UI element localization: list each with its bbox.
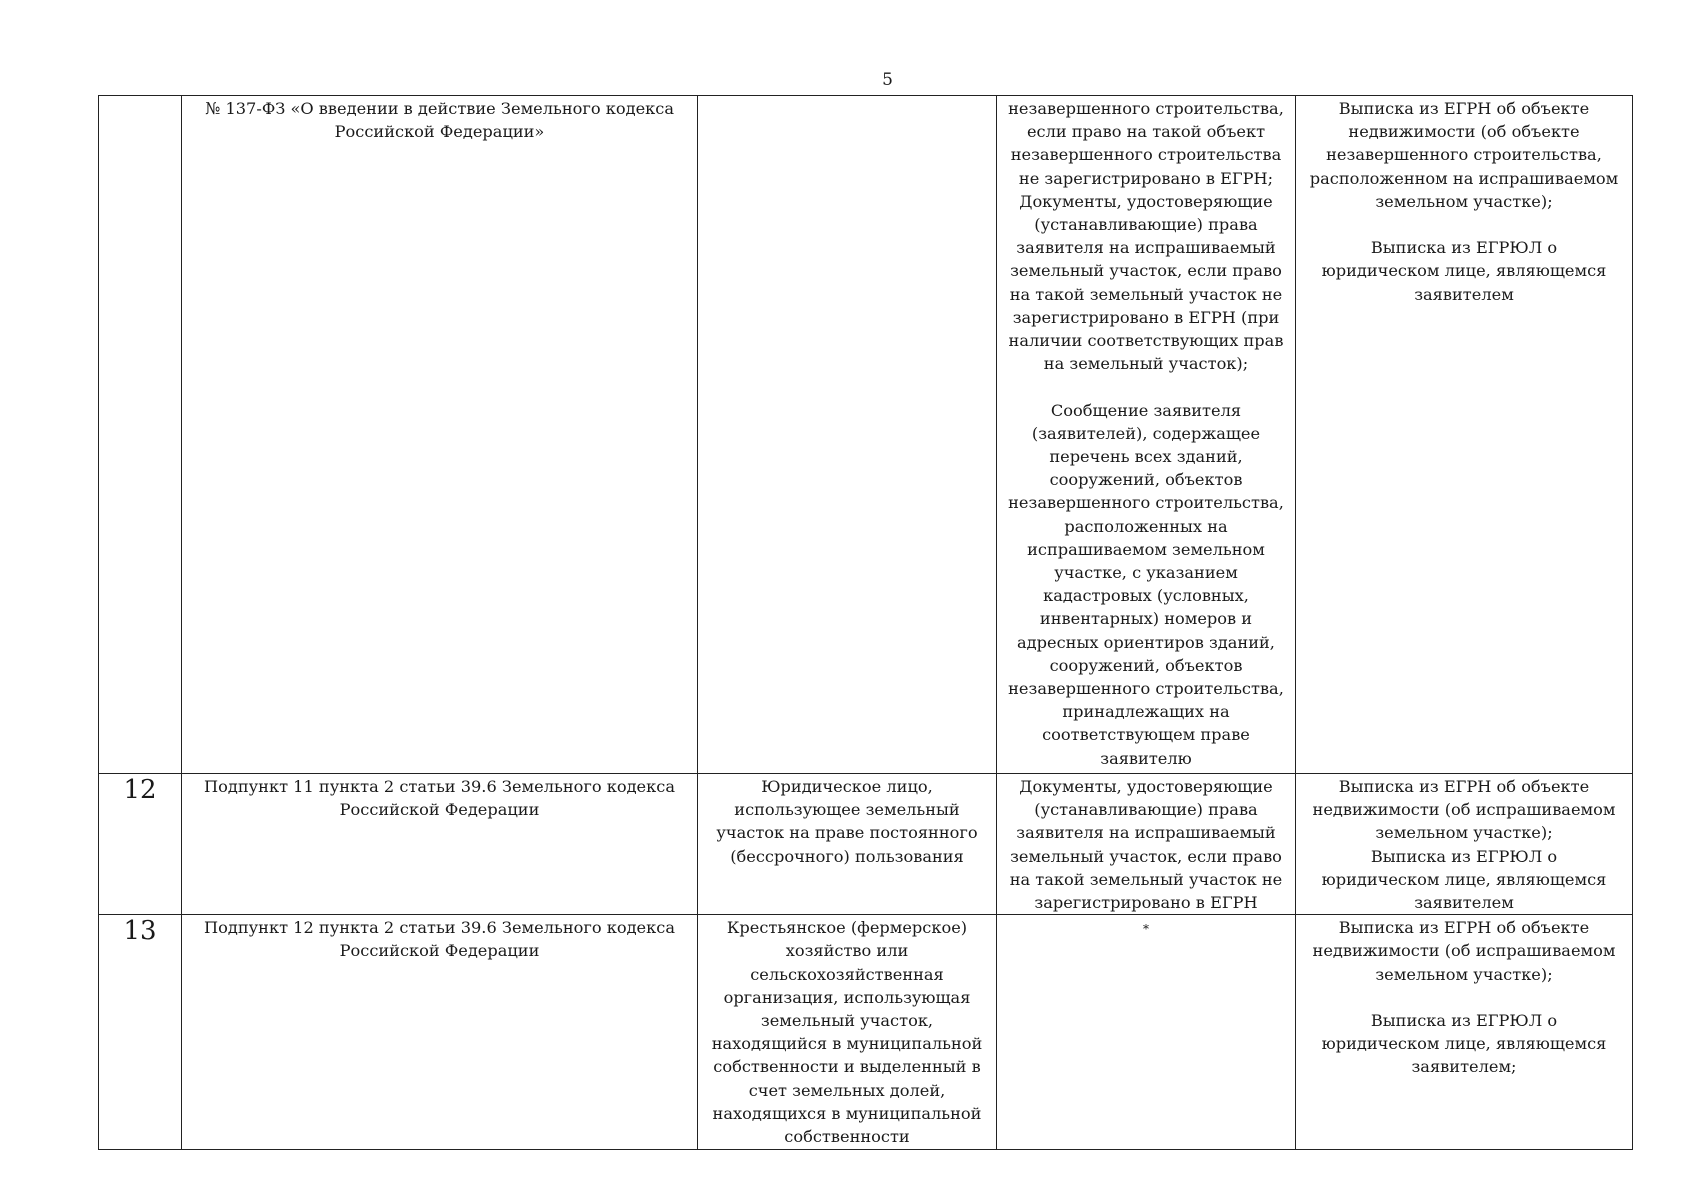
legal-basis-cell: Подпункт 11 пункта 2 статьи 39.6 Земельного кодекса Российской Федерации bbox=[182, 774, 698, 915]
page-number: 5 bbox=[882, 70, 893, 90]
interagency-documents-cell: Выписка из ЕГРН об объекте недвижимости (об объекте незавершенного строительства, расположенном на испрашиваемом земельном участке); Выписка из ЕГРЮЛ о юридическом лице, являющемся заявителем bbox=[1296, 96, 1633, 774]
interagency-documents-cell: Выписка из ЕГРН об объекте недвижимости (об испрашиваемом земельном участке); Выписка из ЕГРЮЛ о юридическом лице, являющемся заявителем bbox=[1296, 774, 1633, 915]
applicant-cell: Крестьянское (фермерское) хозяйство или сельскохозяйственная организация, использующая земельный участок, находящийся в муниципальной собственности и выделенный в счет земельных долей, находящихся в муниципальной собственности bbox=[698, 915, 997, 1150]
applicant-cell: Юридическое лицо, использующее земельный участок на праве постоянного (бессрочного) пользования bbox=[698, 774, 997, 915]
row-number-cell: 13 bbox=[99, 915, 182, 1150]
row-number-cell bbox=[99, 96, 182, 774]
applicant-documents-cell: незавершенного строительства, если право на такой объект незавершенного строительства не зарегистрировано в ЕГРН; Документы, удостоверяющие (устанавливающие) права заявителя на испрашиваемый земельный участок, если право на такой земельный участок не зарегистрировано в ЕГРН (при наличии соответствующих прав на земельный участок); Сообщение заявителя (заявителей), содержащее перечень всех зданий, сооружений, объектов незавершенного строительства, расположенных на испрашиваемом земельном участке, с указанием кадастровых (условных, инвентарных) номеров и адресных ориентиров зданий, сооружений, объектов незавершенного строительства, принадлежащих на соответствующем праве заявителю bbox=[997, 96, 1296, 774]
legal-basis-cell: Подпункт 12 пункта 2 статьи 39.6 Земельного кодекса Российской Федерации bbox=[182, 915, 698, 1150]
applicant-documents-cell: Документы, удостоверяющие (устанавливающие) права заявителя на испрашиваемый земельный участок, если право на такой земельный участок не зарегистрировано в ЕГРН bbox=[997, 774, 1296, 915]
table-row bbox=[99, 915, 1633, 1150]
table-row bbox=[99, 774, 1633, 915]
row-number-cell: 12 bbox=[99, 774, 182, 915]
legal-basis-cell: № 137-ФЗ «О введении в действие Земельного кодекса Российской Федерации» bbox=[182, 96, 698, 774]
documents-table bbox=[98, 95, 1633, 1150]
applicant-cell bbox=[698, 96, 997, 774]
asterisk-note: * bbox=[1143, 922, 1149, 937]
applicant-documents-cell bbox=[997, 915, 1296, 1150]
table-row bbox=[99, 96, 1633, 774]
interagency-documents-cell: Выписка из ЕГРН об объекте недвижимости (об испрашиваемом земельном участке); Выписка из ЕГРЮЛ о юридическом лице, являющемся заявителем; bbox=[1296, 915, 1633, 1150]
